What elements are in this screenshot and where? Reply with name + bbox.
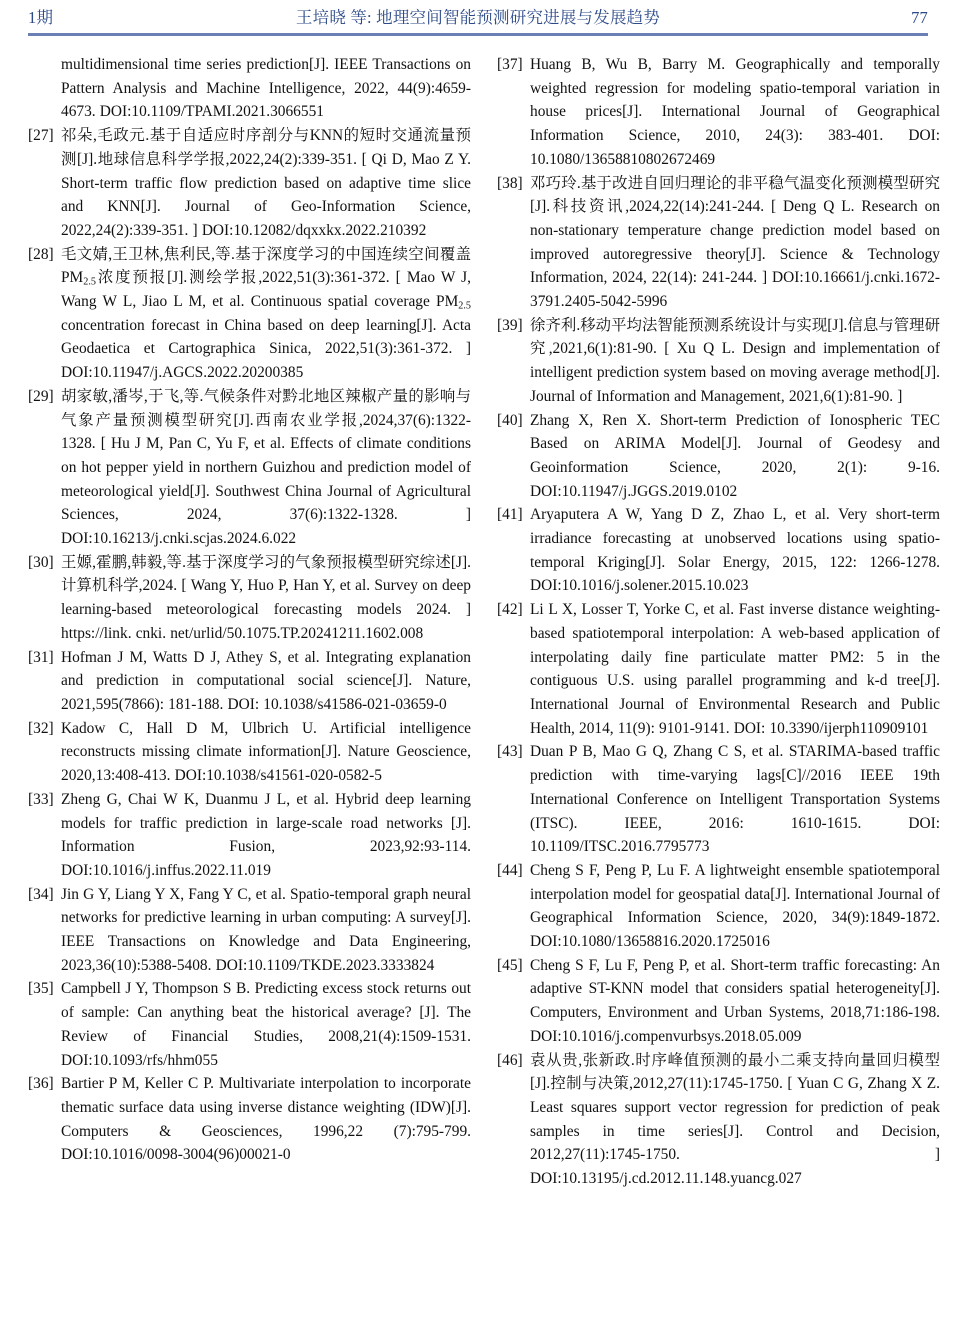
reference-entry (497, 503, 940, 598)
reference-text: Li L X, Losser T, Yorke C, et al. Fast inverse distance weighting-based spatiotemporal interpolation: A web-based application of interpolating daily fine particulate matter PM2: 5 in the contiguous U.S. using parallel programming and k-d tree[J]. International Journal of Environmental Research and Public Health, 2014, 11(9): 9101-9141. DOI: 10.3390/ijerph110909101 (530, 601, 940, 737)
reference-number: [45] (497, 956, 523, 974)
reference-text: multidimensional time series prediction[J]. IEEE Transactions on Pattern Analysis and Machine Intelligence, 2022, 44(9):4659-4673. DOI:10.1109/TPAMI.2021.3066551 (61, 56, 471, 121)
page-number: 77 (911, 8, 928, 27)
subscript: 2.5 (83, 276, 96, 288)
left-column (28, 53, 471, 1334)
reference-entry (28, 788, 471, 883)
reference-entry (497, 53, 940, 172)
reference-number: [38] (497, 174, 523, 192)
reference-number: [30] (28, 553, 54, 571)
reference-number: [43] (497, 743, 523, 761)
reference-entry (497, 1049, 940, 1191)
reference-entry (28, 551, 471, 646)
issue-label: 1期 (28, 8, 54, 27)
reference-number: [37] (497, 56, 523, 73)
reference-text: Bartier P M, Keller C P. Multivariate interpolation to incorporate thematic surface data using inverse distance weighting (IDW)[J]. Computers & Geosciences, 1996,22 (7):795-799. DOI:10.1016/0098-3004(96)00021-0 (61, 1075, 471, 1164)
right-column (497, 53, 940, 1334)
reference-text: 胡家敏,潘岑,于飞,等.气候条件对黔北地区辣椒产量的影响与气象产量预测模型研究[J].西南农业学报,2024,37(6):1322-1328. [ Hu J M, Pan C, Yu F, et al. Effects of climate conditions on hot pepper yield in northern Guizhou and prediction model of meteorological yield[J]. Southwest China Journal of Agricultural Sciences, 2024, 37(6):1322-1328. ] DOI:10.16213/j.cnki.scjas.2024.6.022 (61, 387, 471, 548)
reference-number: [31] (28, 648, 54, 666)
reference-text: Jin G Y, Liang Y X, Fang Y C, et al. Spatio-temporal graph neural networks for predictive learning in urban computing: A survey[J]. IEEE Transactions on Knowledge and Data Engineering, 2023,36(10):5388-5408. DOI:10.1109/TKDE.2023.3333824 (61, 885, 471, 974)
reference-entry (497, 314, 940, 409)
reference-text: Cheng S F, Lu F, Peng P, et al. Short-term traffic forecasting: An adaptive ST-KNN model that considers spatial heterogeneity[J]. Computers, Environment and Urban Systems, 2018,71:186-198. DOI:10.1016/j.compenvurbsys.2018.05.009 (530, 956, 940, 1045)
reference-entry (28, 717, 471, 788)
reference-text: Kadow C, Hall D M, Ulbrich U. Artificial intelligence reconstructs missing climate information[J]. Nature Geoscience, 2020,13:408-413. DOI:10.1038/s41561-020-0582-5 (61, 719, 471, 785)
reference-columns (28, 53, 940, 1334)
reference-entry (28, 1072, 471, 1167)
reference-entry (28, 977, 471, 1072)
reference-text: Zheng G, Chai W K, Duanmu J L, et al. Hybrid deep learning models for traffic prediction in large-scale road networks [J]. Information Fusion, 2023,92:93-114. DOI:10.1016/j.inffus.2022.11.019 (61, 790, 471, 879)
reference-text: Hofman J M, Watts D J, Athey S, et al. Integrating explanation and prediction in computational social science[J]. Nature, 2021,595(7866): 181-188. DOI: 10.1038/s41586-021-03659-0 (61, 648, 471, 713)
header-rule (28, 33, 928, 36)
reference-entry (28, 124, 471, 243)
reference-entry (497, 954, 940, 1049)
reference-entry (497, 740, 940, 859)
reference-number: [39] (497, 316, 523, 334)
reference-text: Duan P B, Mao G Q, Zhang C S, et al. STARIMA-based traffic prediction with time-varying lags[C]//2016 IEEE 19th International Conference on Intelligent Transportation Systems (ITSC). IEEE, 2016: 1610-1615. DOI: 10.1109/ITSC.2016.7795773 (530, 743, 940, 856)
reference-text: 毛文婧,王卫林,焦利民,等.基于深度学习的中国连续空间覆盖$PM_{2.5}$浓度预报[J].测绘学报,2022,51(3):361-372. [ Mao W J, Wang W L, Jiao L M, et al. Continuous spatial coverage $PM_{2.5}$ concentration forecast in China based on deep learning[J]. Acta Geodaetica et Cartographica Sinica, 2022,51(3):361-372. ] DOI:10.11947/j.AGCS.2022.20200385 (61, 245, 471, 382)
subscript: 2.5 (458, 300, 471, 312)
reference-text: 王嫄,霍鹏,韩毅,等.基于深度学习的气象预报模型研究综述[J].计算机科学,2024. [ Wang Y, Huo P, Han Y, et al. Survey on deep learning-based meteorological forecasting models 2024. ] https://link. cnki. net/urlid/50.1075.TP.20241211.1602.008 (61, 553, 471, 642)
reference-entry (497, 409, 940, 504)
reference-number: [41] (497, 506, 523, 524)
reference-entry (497, 598, 940, 740)
reference-number: [36] (28, 1075, 54, 1093)
reference-number: [44] (497, 861, 523, 879)
reference-text: Huang B, Wu B, Barry M. Geographically and temporally weighted regression for modeling spatio-temporal variation in house prices[J]. International Journal of Geographical Information Science, 2010, 24(3): 383-401. DOI: 10.1080/13658810802672469 (530, 56, 940, 168)
reference-text: Zhang X, Ren X. Short-term Prediction of Ionospheric TEC Based on ARIMA Model[J]. Journal of Geodesy and Geoinformation Science, 2020, 2(1): 9-16. DOI:10.11947/j.JGGS.2019.0102 (530, 411, 940, 500)
reference-number: [28] (28, 245, 54, 263)
reference-text: 徐齐利.移动平均法智能预测系统设计与实现[J].信息与管理研究,2021,6(1):81-90. [ Xu Q L. Design and implementation of intelligent prediction system based on moving average method[J]. Journal of Information and Management, 2021,6(1):81-90. ] (530, 316, 940, 405)
reference-number: [42] (497, 601, 523, 619)
reference-entry (28, 243, 471, 385)
reference-entry (497, 859, 940, 954)
reference-number: [29] (28, 387, 54, 405)
reference-number: [35] (28, 980, 54, 998)
reference-entry (28, 883, 471, 978)
reference-entry (28, 646, 471, 717)
reference-entry (497, 172, 940, 314)
reference-number: [34] (28, 885, 54, 903)
reference-number: [33] (28, 790, 54, 808)
reference-number: [27] (28, 127, 54, 145)
reference-entry (28, 385, 471, 551)
reference-text: Campbell J Y, Thompson S B. Predicting excess stock returns out of sample: Can anything beat the historical average? [J]. The Review of Financial Studies, 2008,21(4):1509-1531. DOI:10.1093/rfs/hhm055 (61, 980, 471, 1069)
reference-continuation (28, 53, 471, 124)
reference-text: Aryaputera A W, Yang D Z, Zhao L, et al. Very short-term irradiance forecasting at unobserved locations using spatio-temporal Kriging[J]. Solar Energy, 2015, 122: 1266-1278. DOI:10.1016/j.solener.2015.10.023 (530, 506, 940, 595)
reference-text: Cheng S F, Peng P, Lu F. A lightweight ensemble spatiotemporal interpolation model for geospatial data[J]. International Journal of Geographical Information Science, 2020, 34(9):1849-1872. DOI:10.1080/13658816.2020.1725016 (530, 861, 940, 951)
reference-number: [46] (497, 1051, 523, 1069)
reference-text: 祁朵,毛政元.基于自适应时序剖分与KNN的短时交通流量预测[J].地球信息科学学报,2022,24(2):339-351. [ Qi D, Mao Z Y. Short-term traffic flow prediction based on adaptive time slice and KNN[J]. Journal of Geo-Information Science, 2022,24(2):339-351. ] DOI:10.12082/dqxxkx.2022.210392 (61, 127, 471, 239)
reference-text: 邓巧玲.基于改进自回归理论的非平稳气温变化预测模型研究[J].科技资讯,2024,22(14):241-244. [ Deng Q L. Research on non-stationary temperature change prediction model based on improved autoregressive theory[J]. Science & Technology Information, 2024, 22(14): 241-244. ] DOI:10.16661/j.cnki.1672-3791.2405-5042-5996 (530, 174, 940, 311)
reference-number: [32] (28, 719, 54, 737)
reference-number: [40] (497, 411, 523, 429)
page-title: 王培晓 等: 地理空间智能预测研究进展与发展趋势 (295, 8, 661, 27)
reference-text: 袁从贵,张新政.时序峰值预测的最小二乘支持向量回归模型[J].控制与决策,2012,27(11):1745-1750. [ Yuan C G, Zhang X Z. Least squares support vector regression for prediction of peak samples in time series[J]. Control and Decision, 2012,27(11):1745-1750. ] DOI:10.13195/j.cd.2012.11.148.yuancg.027 (530, 1051, 940, 1188)
